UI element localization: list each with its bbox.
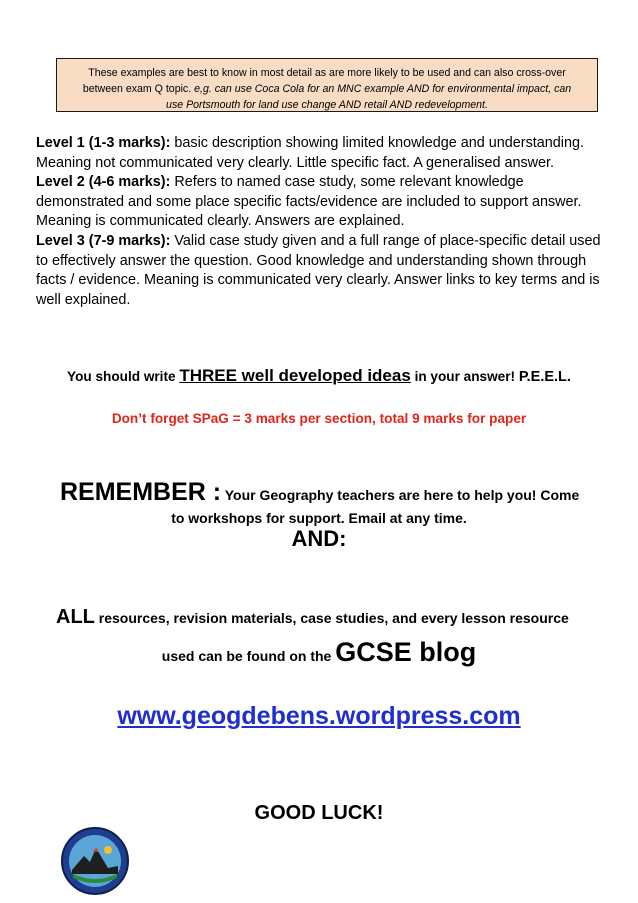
school-geography-badge-icon <box>60 826 130 896</box>
gcse-blog: GCSE blog <box>335 637 477 667</box>
all-resources-line-2 <box>0 637 638 668</box>
and-heading: AND: <box>291 526 347 551</box>
level-1-text: basic description showing limited knowledge and understanding. Meaning not communicated very clearly. Little specific fact. A generalised answer. <box>36 135 584 171</box>
remember-word: REMEMBER : <box>60 478 222 506</box>
notice-line-2-plain: between exam Q topic. <box>82 83 195 95</box>
level-1 <box>36 134 606 173</box>
mark-scheme-levels <box>36 134 606 310</box>
level-3-label: Level 3 (7-9 marks): <box>36 232 171 249</box>
all-word: ALL <box>56 606 95 628</box>
notice-line-3 <box>65 97 589 112</box>
notice-line-2 <box>65 81 589 97</box>
blog-url-link[interactable]: www.geogdebens.wordpress.com <box>117 702 521 730</box>
remember-line-2: to workshops for support. Email at any time. <box>171 510 467 526</box>
write-mid: in your answer! <box>410 369 519 384</box>
level-2 <box>36 173 606 232</box>
level-3 <box>36 232 606 310</box>
remember-line-1 <box>60 478 579 507</box>
case-study-notice-box <box>56 58 598 112</box>
write-three-ideas-line <box>0 366 638 386</box>
write-pre: You should write <box>67 369 180 384</box>
good-luck-text: GOOD LUCK! <box>254 802 384 824</box>
write-emphasis: THREE well developed ideas <box>179 366 411 385</box>
notice-line-3-italic: use Portsmouth for land use change AND retail AND redevelopment. <box>166 99 488 111</box>
peel-acronym: P.E.E.L. <box>518 369 571 385</box>
level-1-label: Level 1 (1-3 marks): <box>36 135 171 151</box>
all-rest: resources, revision materials, case studies, and every lesson resource <box>94 610 569 626</box>
level-2-label: Level 2 (4-6 marks): <box>36 174 171 191</box>
spag-reminder: Don’t forget SPaG = 3 marks per section, total 9 marks for paper <box>111 411 527 426</box>
notice-line-1: These examples are best to know in most detail as are more likely to be used and can also cross-over <box>88 67 566 79</box>
notice-line-2-italic: e,g. can use Coca Cola for an MNC example AND for environmental impact, can <box>194 83 572 95</box>
blog-pre: used can be found on the <box>161 648 336 664</box>
level-2-text: Refers to named case study, some relevant knowledge demonstrated and some place specific facts/evidence are included to support answer. Meaning is communicated clearly. Answers are explained. <box>36 174 582 230</box>
all-resources-line-1 <box>56 606 569 629</box>
level-3-text: Valid case study given and a full range of place-specific detail used to effectively answer the question. Good knowledge and understanding shown through facts / evidence. Meaning is communicated very clearly. Answer links to key terms and is well explained. <box>36 232 601 308</box>
remember-rest: Your Geography teachers are here to help you! Come <box>221 487 580 503</box>
